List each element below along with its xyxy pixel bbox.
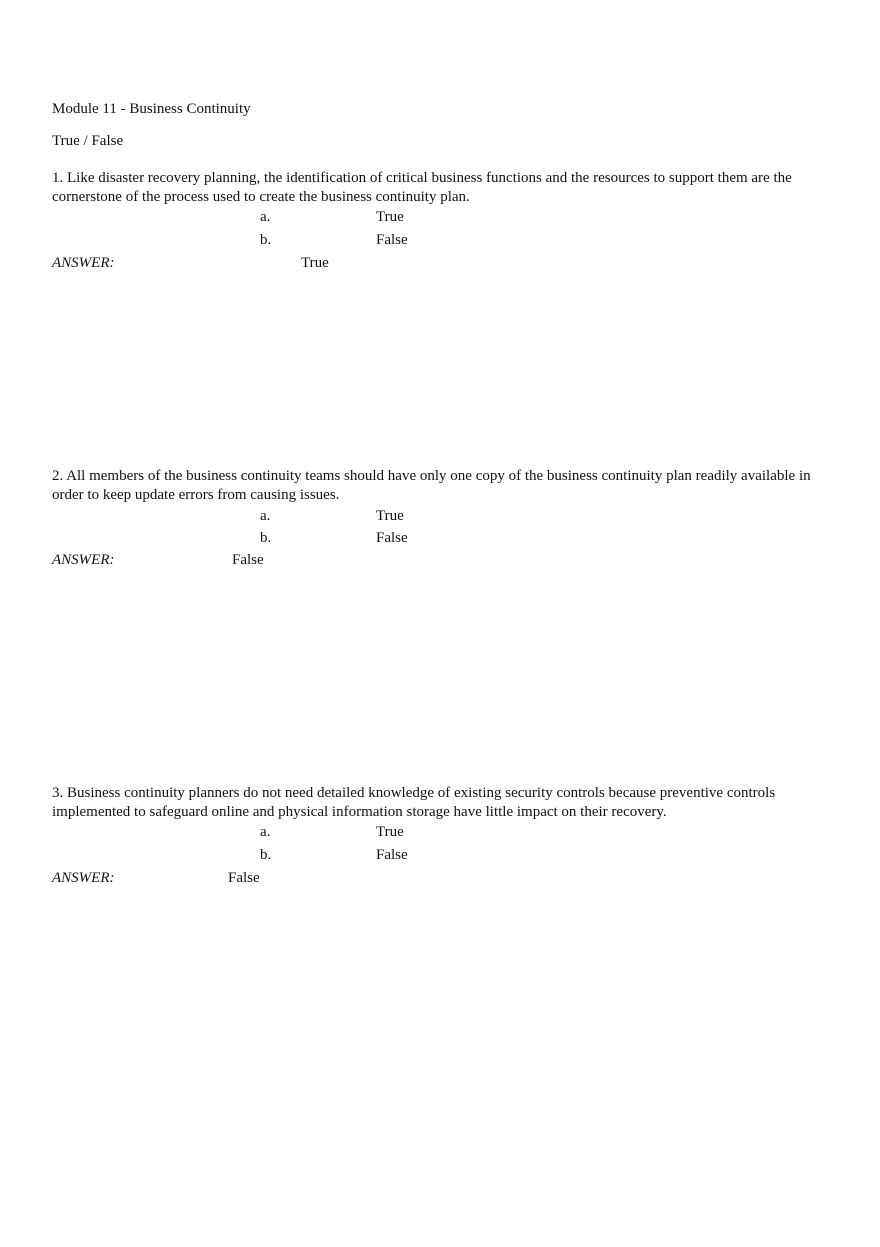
option-letter: b. (260, 530, 272, 546)
option-letter: b. (260, 232, 272, 248)
answer-value: False (228, 870, 260, 886)
answer-label: ANSWER: (52, 870, 115, 886)
section-heading: True / False (52, 133, 124, 149)
answer-label: ANSWER: (52, 255, 115, 271)
option-letter: b. (260, 847, 272, 863)
option-label: False (376, 530, 408, 546)
question-text: 1. Like disaster recovery planning, the identification of critical business functions and the resources to support them are the cornerstone of the process used to create the business continuity plan. (52, 170, 792, 205)
answer-value: False (232, 552, 264, 568)
option-letter: a. (260, 824, 271, 840)
option-label: False (376, 232, 408, 248)
page-title: Module 11 - Business Continuity (52, 101, 251, 117)
option-letter: a. (260, 508, 271, 524)
option-letter: a. (260, 209, 271, 225)
option-label: True (376, 508, 404, 524)
answer-label: ANSWER: (52, 552, 115, 568)
option-label: True (376, 209, 404, 225)
option-label: True (376, 824, 404, 840)
option-label: False (376, 847, 408, 863)
question-text: 2. All members of the business continuity teams should have only one copy of the business continuity plan readily available in order to keep update errors from causing issues. (52, 468, 811, 503)
answer-value: True (301, 255, 329, 271)
question-text: 3. Business continuity planners do not need detailed knowledge of existing security controls because preventive controls implemented to safeguard online and physical information storage have little impact on their recovery. (52, 785, 776, 820)
